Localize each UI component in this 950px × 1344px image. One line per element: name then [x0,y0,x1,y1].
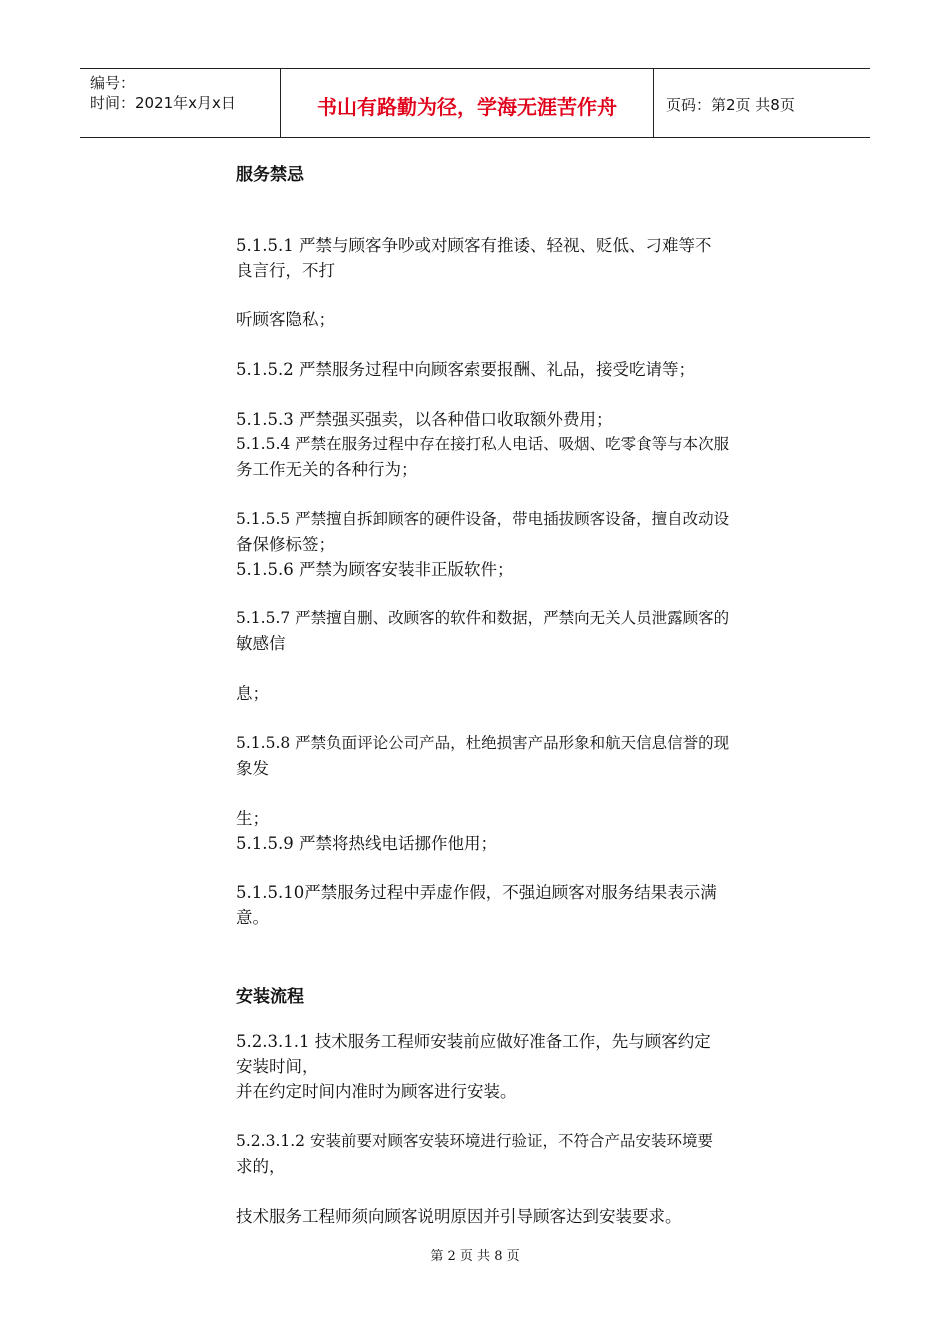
text-line: 5.1.5.7 严禁擅自删、改顾客的软件和数据，严禁向无关人员泄露顾客的 [236,609,730,627]
text-line: 备保修标签； [236,535,335,554]
header-motto: 书山有路勤为径，学海无涯苦作舟 [281,69,654,137]
text-line: 5.1.5.5 严禁擅自拆卸顾客的硬件设备，带电插拔顾客设备，擅自改动设 [236,510,730,528]
text-line: 5.2.3.1.2 安装前要对顾客安装环境进行验证，不符合产品安装环境要 [236,1132,713,1150]
text-line: 5.1.5.2 严禁服务过程中向顾客索要报酬、礼品，接受吃请等； [236,360,695,379]
section-heading-taboo: 服务禁忌 [236,165,304,185]
text-line: 生； [236,809,269,828]
text-line: 5.1.5.1 严禁与顾客争吵或对顾客有推诿、轻视、贬低、刁难等不 [236,236,712,255]
text-line: 安装时间， [236,1057,319,1076]
page-footer: 第 2 页 共 8 页 [430,1249,520,1264]
time-label: 时间：2021年x月x日 [90,94,236,112]
text-line: 务工作无关的各种行为； [236,460,418,479]
text-line: 5.1.5.4 严禁在服务过程中存在接打私人电话、吸烟、吃零食等与本次服 [236,435,730,453]
text-line: 技术服务工程师须向顾客说明原因并引导顾客达到安装要求。 [236,1207,682,1226]
text-line: 求的， [236,1157,286,1176]
text-line: 5.2.3.1.1 技术服务工程师安装前应做好准备工作，先与顾客约定 [236,1032,711,1051]
text-line: 5.1.5.6 严禁为顾客安装非正版软件； [236,560,514,579]
text-line: 意。 [236,908,269,927]
number-label: 编号： [90,74,136,92]
text-line: 并在约定时间内准时为顾客进行安装。 [236,1082,517,1101]
text-line: 5.1.5.9 严禁将热线电话挪作他用； [236,834,497,853]
section-heading-install: 安装流程 [236,987,304,1007]
text-line: 良言行，不打 [236,261,335,280]
text-line: 5.1.5.10严禁服务过程中弄虚作假，不强迫顾客对服务结果表示满 [236,883,717,902]
header-page-info: 页码：第2页 共8页 [666,95,795,114]
header-meta-cell [80,69,281,137]
text-line: 象发 [236,759,269,778]
text-line: 5.1.5.8 严禁负面评论公司产品，杜绝损害产品形象和航天信息信誉的现 [236,734,730,752]
text-line: 敏感信 [236,634,286,653]
document-header [80,68,870,138]
text-line: 5.1.5.3 严禁强买强卖，以各种借口收取额外费用； [236,410,613,429]
text-line: 息； [236,684,269,703]
text-line: 听顾客隐私； [236,310,335,329]
